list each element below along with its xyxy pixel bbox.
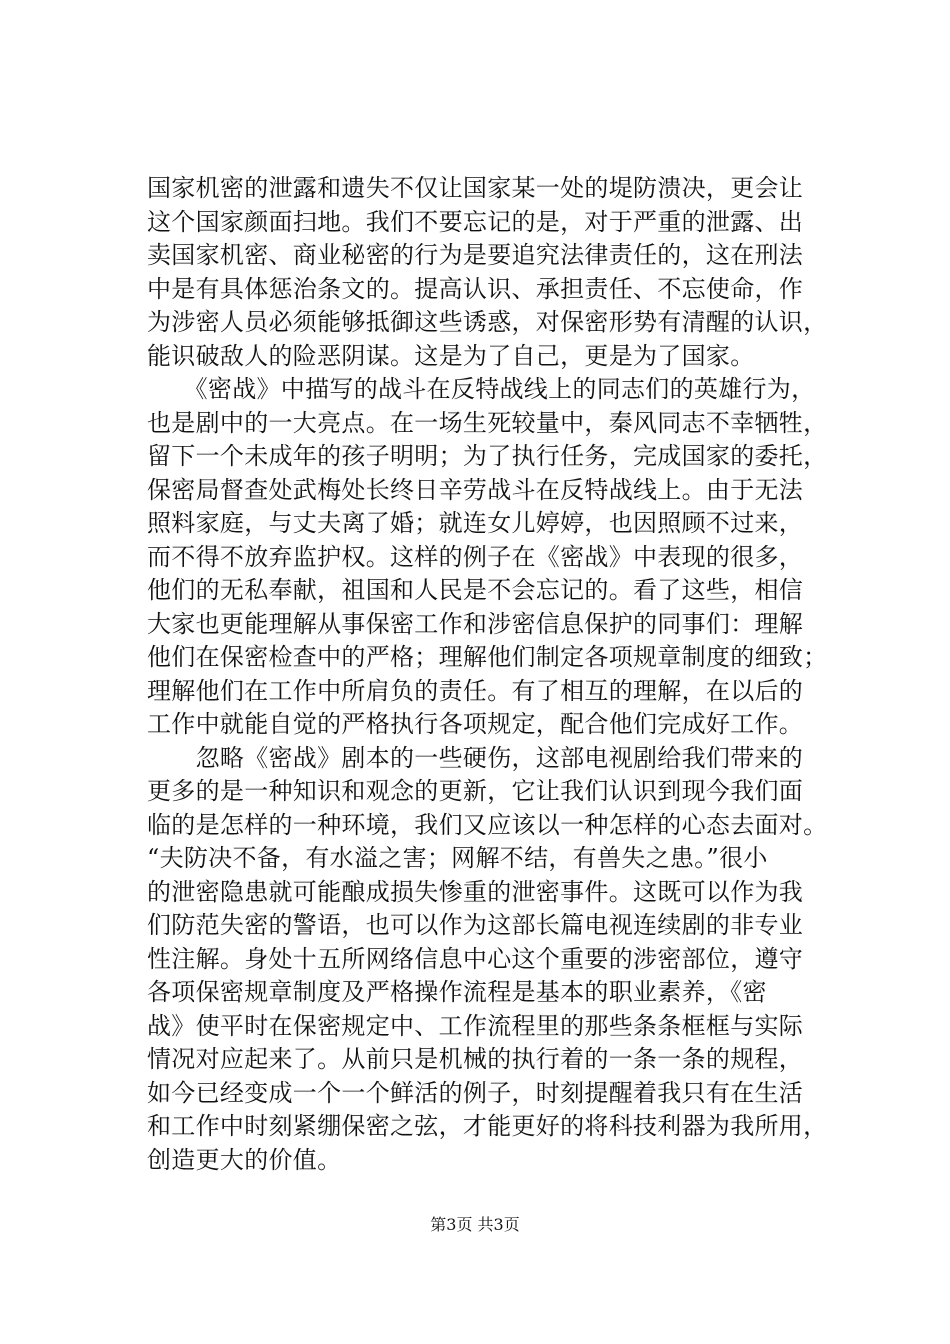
body-text bbox=[147, 172, 839, 1177]
text-line: 的泄密隐患就可能酿成损失惨重的泄密事件。这既可以作为我 bbox=[147, 877, 804, 906]
text-line: 们防范失密的警语，也可以作为这部长篇电视连续剧的非专业 bbox=[147, 911, 804, 939]
text-line: 更多的是一种知识和观念的更新，它让我们认识到现今我们面 bbox=[147, 777, 804, 805]
text-line: 如今已经变成一个一个鲜活的例子，时刻提醒着我只有在生活 bbox=[147, 1078, 804, 1107]
text-line: 为涉密人员必须能够抵御这些诱惑，对保密形势有清醒的认识， bbox=[147, 308, 828, 336]
text-line: 照料家庭，与丈夫离了婚；就连女儿婷婷，也因照顾不过来， bbox=[147, 509, 804, 537]
text-line: 中是有具体惩治条文的。提高认识、承担责任、不忘使命，作 bbox=[147, 274, 804, 303]
text-line: 各项保密规章制度及严格操作流程是基本的职业素养，《密 bbox=[147, 978, 767, 1006]
text-line: 情况对应起来了。从前只是机械的执行着的一条一条的规程， bbox=[147, 1045, 804, 1073]
page-number-label: 第3页 共3页 bbox=[430, 1215, 520, 1234]
text-line: “夫防决不备，有水溢之害；网解不结，有兽失之患。”很小 bbox=[147, 844, 768, 872]
text-line: 留下一个未成年的孩子明明；为了执行任务，完成国家的委托， bbox=[147, 442, 828, 470]
text-line: 《密战》中描写的战斗在反特战线上的同志们的英雄行为， bbox=[147, 375, 816, 403]
text-line: 和工作中时刻紧绷保密之弦，才能更好的将科技利器为我所用， bbox=[147, 1112, 828, 1140]
text-line: 性注解。身处十五所网络信息中心这个重要的涉密部位，遵守 bbox=[147, 944, 804, 973]
text-line: 而不得不放弃监护权。这样的例子在《密战》中表现的很多， bbox=[147, 542, 804, 571]
text-line: 能识破敌人的险恶阴谋。这是为了自己，更是为了国家。 bbox=[147, 341, 755, 370]
page-footer bbox=[0, 1212, 950, 1235]
text-line: 理解他们在工作中所肩负的责任。有了相互的理解，在以后的 bbox=[147, 676, 804, 705]
text-line: 卖国家机密、商业秘密的行为是要追究法律责任的，这在刑法 bbox=[147, 241, 804, 269]
text-line: 这个国家颜面扫地。我们不要忘记的是，对于严重的泄露、出 bbox=[147, 207, 804, 236]
text-line: 也是剧中的一大亮点。在一场生死较量中，秦风同志不幸牺牲， bbox=[147, 408, 828, 437]
text-line: 创造更大的价值。 bbox=[147, 1145, 342, 1174]
text-line: 他们的无私奉献，祖国和人民是不会忘记的。看了这些，相信 bbox=[147, 576, 804, 604]
text-line: 保密局督查处武梅处长终日辛劳战斗在反特战线上。由于无法 bbox=[147, 475, 804, 504]
text-line: 工作中就能自觉的严格执行各项规定，配合他们完成好工作。 bbox=[147, 710, 804, 738]
text-line: 他们在保密检查中的严格；理解他们制定各项规章制度的细致； bbox=[147, 643, 828, 671]
text-line: 大家也更能理解从事保密工作和涉密信息保护的同事们：理解 bbox=[147, 609, 804, 638]
text-line: 国家机密的泄露和遗失不仅让国家某一处的堤防溃决，更会让 bbox=[147, 174, 804, 202]
text-line: 战》使平时在保密规定中、工作流程里的那些条条框框与实际 bbox=[147, 1011, 804, 1040]
text-line: 临的是怎样的一种环境，我们又应该以一种怎样的心态去面对。 bbox=[147, 810, 828, 839]
text-line: 忽略《密战》剧本的一些硬伤，这部电视剧给我们带来的 bbox=[147, 743, 804, 772]
